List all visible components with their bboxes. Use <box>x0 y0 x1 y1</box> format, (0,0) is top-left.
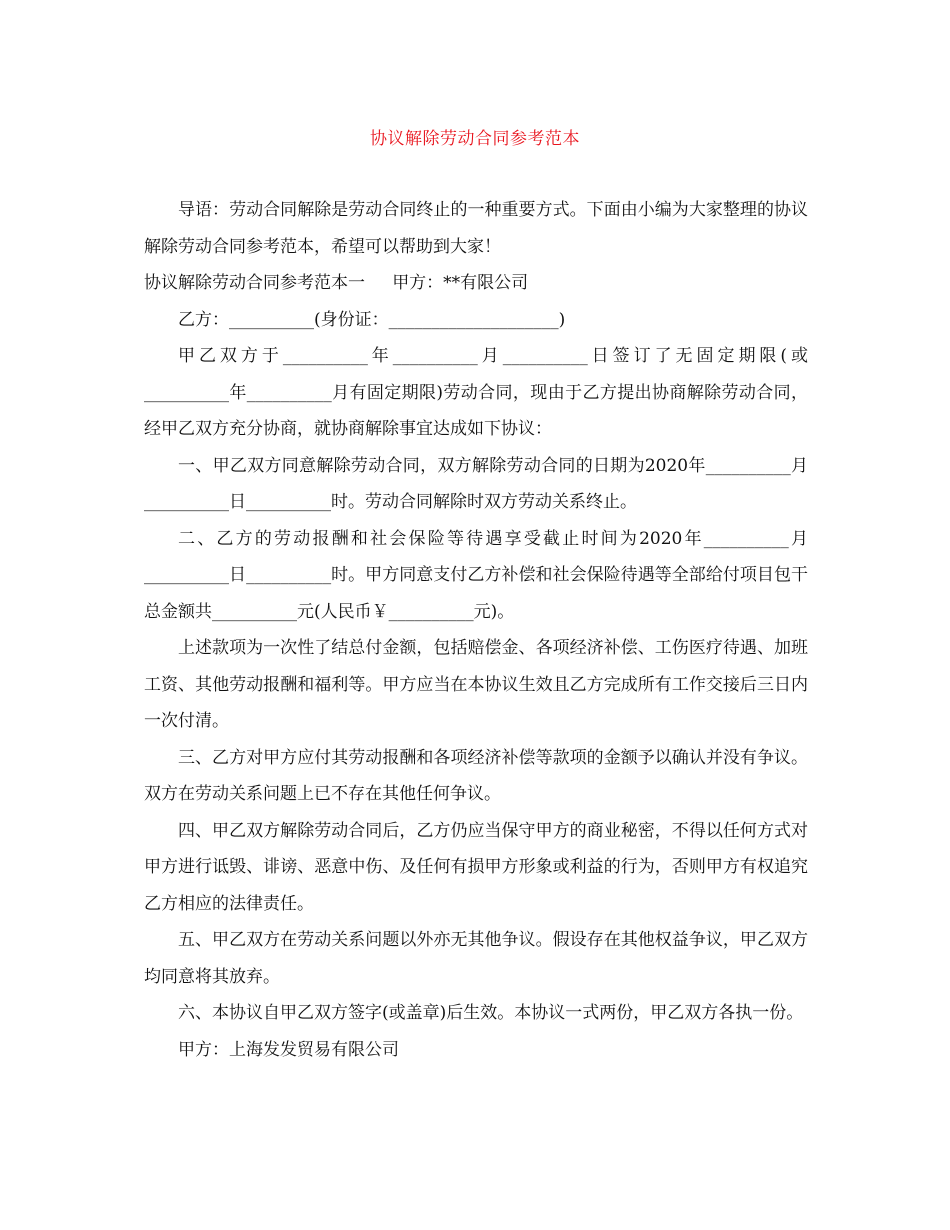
intro-paragraph: 导语：劳动合同解除是劳动合同终止的一种重要方式。下面由小编为大家整理的协议解除劳动合同参考范本，希望可以帮助到大家！ <box>144 200 808 257</box>
clause-4: 四、甲乙双方解除劳动合同后，乙方仍应当保守甲方的商业秘密，不得以任何方式对甲方进行诋毁、诽谤、恶意中伤、及任何有损甲方形象或利益的行为，否则甲方有权追究乙方相应的法律责任。 <box>144 820 808 914</box>
signature-party-a: 甲方：上海发发贸易有限公司 <box>178 1039 399 1060</box>
clause-2-note: 上述款项为一次性了结总付金额，包括赔偿金、各项经济补偿、工伤医疗待遇、加班工资、其他劳动报酬和福利等。甲方应当在本协议生效且乙方完成所有工作交接后三日内一次付清。 <box>144 638 808 731</box>
document-title: 协议解除劳动合同参考范本 <box>370 129 580 149</box>
party-b-line: 乙方：__________(身份证：____________________) <box>178 309 566 330</box>
party-a-header: 甲方：**有限公司 <box>392 273 529 293</box>
clause-preamble: 甲乙双方于__________年__________月__________日签订了无固定期限(或__________年__________月有固定期限)劳动合同，现由于乙方提出协商解除劳动合同，经甲乙双方充分协商，就协商解除事宜达成如下协议： <box>144 346 808 439</box>
document-body <box>144 192 808 1068</box>
sample-heading-line <box>144 265 808 302</box>
clause-6: 六、本协议自甲乙双方签字(或盖章)后生效。本协议一式两份，甲乙双方各执一份。 <box>178 1003 804 1023</box>
sample-heading: 协议解除劳动合同参考范本一 <box>144 273 365 293</box>
clause-2: 二、乙方的劳动报酬和社会保险等待遇享受截止时间为2020年__________月__________日__________时。甲方同意支付乙方补偿和社会保险待遇等全部给付项目包干总金额共__________元(人民币￥__________元)。 <box>144 528 808 622</box>
clause-5: 五、甲乙双方在劳动关系问题以外亦无其他争议。假设存在其他权益争议，甲乙双方均同意将其放弃。 <box>144 930 808 987</box>
clause-3: 三、乙方对甲方应付其劳动报酬和各项经济补偿等款项的金额予以确认并没有争议。双方在劳动关系问题上已不存在其他任何争议。 <box>144 747 808 804</box>
clause-1: 一、甲乙双方同意解除劳动合同，双方解除劳动合同的日期为2020年__________月__________日__________时。劳动合同解除时双方劳动关系终止。 <box>144 455 808 512</box>
